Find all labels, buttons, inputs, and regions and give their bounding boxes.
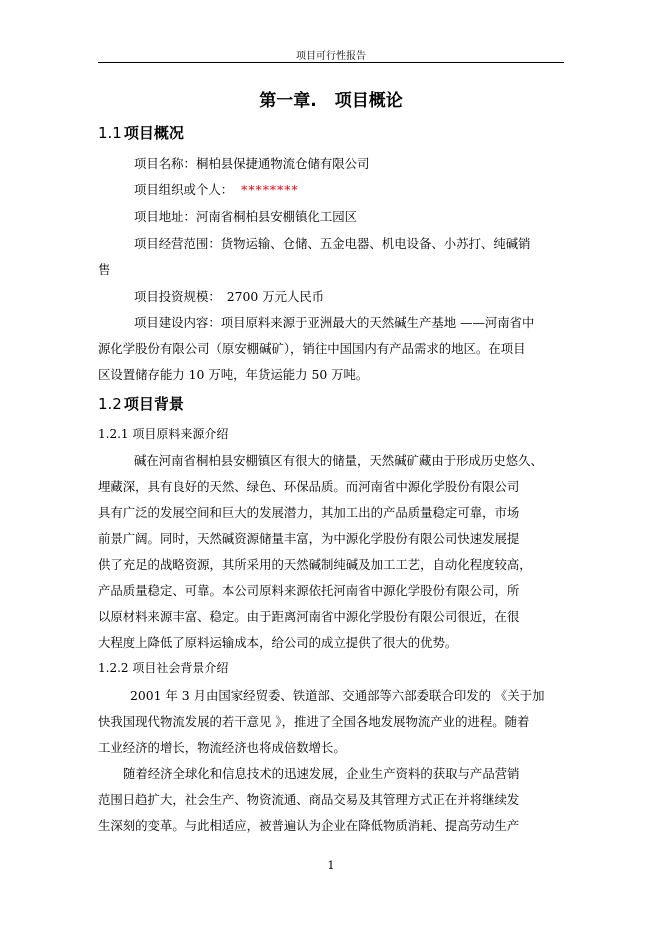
- project-scope-line-2: 售: [98, 262, 111, 277]
- project-name-label: 项目名称：: [134, 156, 196, 171]
- project-org-line: [134, 180, 299, 198]
- project-org-label: 项目组织或个人：: [134, 182, 234, 197]
- section-number: 1.2: [98, 395, 122, 413]
- paragraph-line: 供了充足的战略资源，其所采用的天然碱制纯碱及加工工艺，自动化程度较高，: [98, 557, 532, 572]
- paragraph-line: 产品质量稳定、可靠。本公司原料来源依托河南省中源化学股份有限公司，所: [98, 583, 520, 598]
- project-address-value: 河南省桐柏县安棚镇化工园区: [195, 209, 358, 224]
- running-header: 项目可行性报告: [296, 51, 366, 62]
- paragraph-line: 随着经济全球化和信息技术的迅速发展，企业生产资料的获取与产品营销: [123, 766, 520, 781]
- paragraph-line: 大程度上降低了原料运输成本，给公司的成立提供了很大的优势。: [98, 635, 458, 650]
- project-content-line-2: 源化学股份有限公司（原安棚碱矿），销往中国国内有产品需求的地区。在项目: [98, 341, 526, 356]
- project-invest-line: [134, 287, 324, 305]
- paragraph-line: 具有广泛的发展空间和巨大的发展潜力，其加工出的产品质量稳定可靠，市场: [98, 505, 520, 520]
- chapter-title: 项目概论: [334, 91, 403, 111]
- paragraph-line: 工业经济的增长，物流经济也将成倍数增长。: [98, 740, 346, 755]
- project-name-value: 桐柏县保捷通物流仓储有限公司: [195, 156, 370, 171]
- project-address-line: [134, 207, 357, 225]
- project-name-line: [134, 154, 369, 172]
- chapter-heading: [0, 86, 662, 111]
- page-number: 1: [327, 859, 335, 872]
- section-heading-1-2: [98, 393, 184, 414]
- paragraph-line: 碱在河南省桐柏县安棚镇区有很大的储量，天然碱矿藏由于形成历史悠久、: [134, 453, 543, 468]
- paragraph-line: 2001 年 3 月由国家经贸委、铁道部、交通部等六部委联合印发的 《关于加: [130, 688, 545, 703]
- project-invest-label: 项目投资规模：: [134, 289, 221, 304]
- project-content-line-1: 项目建设内容：项目原料来源于亚洲最大的天然碱生产基地 ——河南省中: [134, 315, 535, 330]
- paragraph-line: 前景广阔。同时，天然碱资源储量丰富，为中源化学股份有限公司快速发展提: [98, 531, 520, 546]
- paragraph-line: 以原材料来源丰富、稳定。由于距离河南省中源化学股份有限公司很近，在很: [98, 609, 520, 624]
- paragraph-line: 生深刻的变革。与此相适应，被普遍认为企业在降低物质消耗、提高劳动生产: [98, 818, 520, 833]
- paragraph-line: 埋藏深，具有良好的天然、绿色、环保品质。而河南省中源化学股份有限公司: [98, 479, 520, 494]
- section-number: 1.1: [98, 124, 122, 142]
- paragraph-line: 快我国现代物流发展的若干意见 》，推进了全国各地发展物流产业的进程。随着: [98, 714, 530, 729]
- chapter-number: 第一章.: [259, 91, 317, 111]
- project-content-line-3: 区设置储存能力 10 万吨，年货运能力 50 万吨。: [98, 367, 369, 382]
- section-title: 项目概况: [123, 124, 184, 142]
- project-scope-line-1: 项目经营范围：货物运输、仓储、五金电器、机电设备、小苏打、纯碱销: [134, 236, 531, 251]
- project-invest-value: 2700 万元人民币: [226, 289, 325, 304]
- subsection-heading-1-2-1: 1.2.1 项目原料来源介绍: [98, 427, 229, 441]
- project-address-label: 项目地址：: [134, 209, 196, 224]
- section-title: 项目背景: [123, 395, 184, 413]
- paragraph-line: 范围日趋扩大，社会生产、物资流通、商品交易及其管理方式正在并将继续发: [98, 792, 520, 807]
- subsection-heading-1-2-2: 1.2.2 项目社会背景介绍: [98, 661, 229, 675]
- section-heading-1-1: [98, 122, 184, 143]
- header-divider: [98, 62, 564, 63]
- project-org-value: ********: [241, 182, 299, 197]
